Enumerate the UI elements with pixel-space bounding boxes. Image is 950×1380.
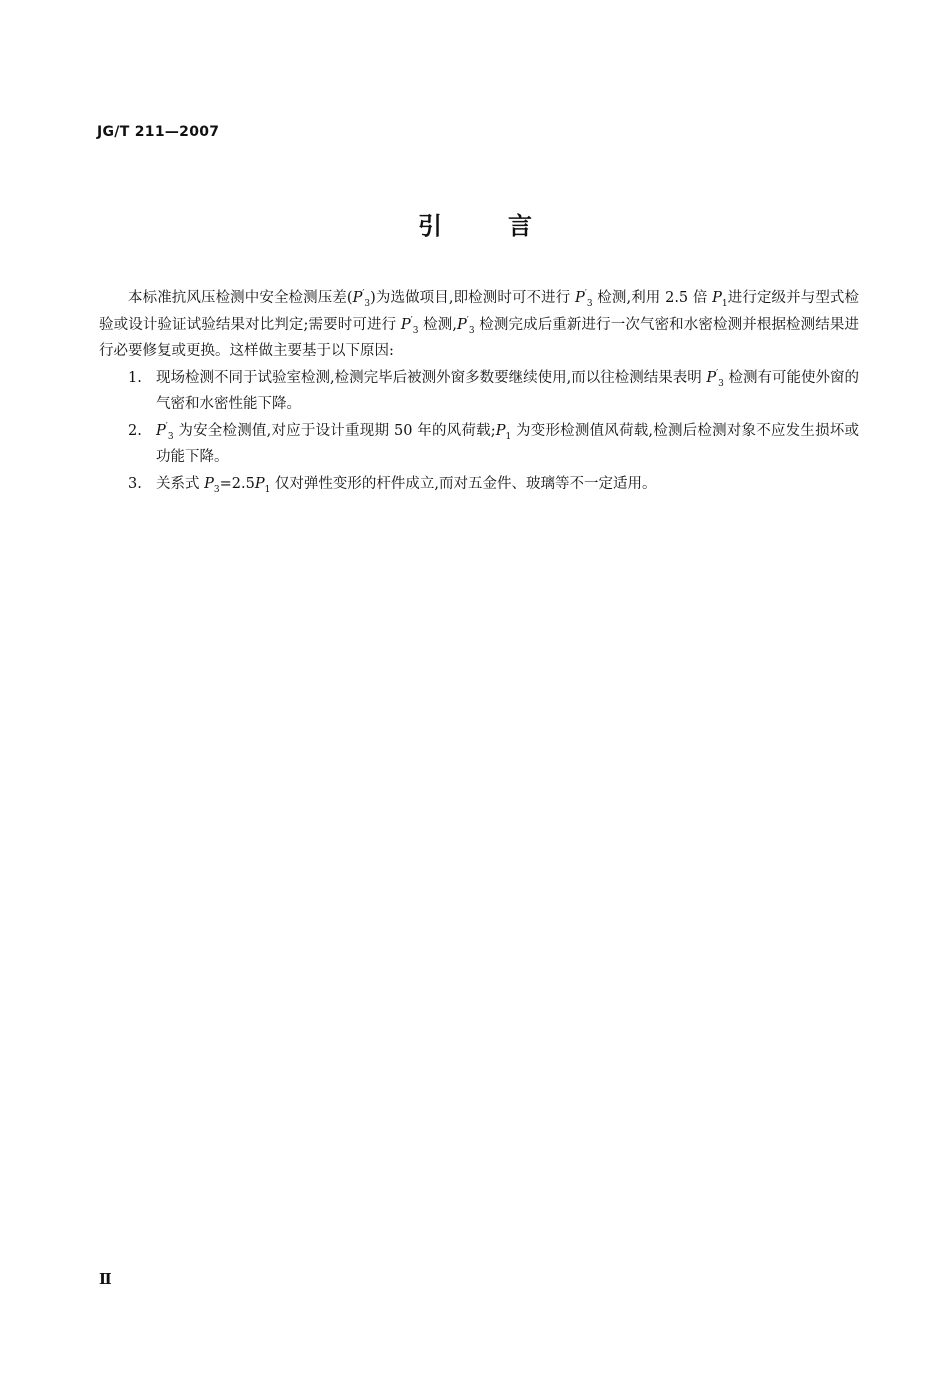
list-item-3	[99, 471, 859, 498]
document-body	[99, 285, 859, 497]
intro-paragraph: 本标准抗风压检测中安全检测压差$(P'_3)$为选做项目,即检测时可不进行 $P'_3$ 检测,利用 2.5 倍 $P_1$进行定级并与型式检验或设计验证试验结果对比判定;需要时可进行 $P'_3$ 检测$,P'_3$ 检测完成后重新进行一次气密和水密检测并根据检测结果进行必要修复或更换。这样做主要基于以下原因:	[99, 289, 860, 359]
list-item-text: 关系式 $P_3=2.5P_1$ 仅对弹性变形的杆件成立,而对五金件、玻璃等不一定适用。	[156, 475, 657, 495]
document-code: JG/T 211—2007	[97, 124, 220, 140]
page-title	[0, 206, 950, 241]
list-item-number: 1.	[128, 369, 142, 386]
title-char-1: 引	[418, 212, 442, 240]
list-item-text: $P'_3$ 为安全检测值,对应于设计重现期 50 年的风荷载$;P_1$ 为变形检测值风荷载,检测后检测对象不应发生损坏或功能下降。	[156, 421, 860, 465]
list-item-number: 2.	[128, 422, 142, 439]
page-number: Ⅱ	[99, 1270, 112, 1288]
list-item-2	[99, 418, 859, 471]
list-item-text: 现场检测不同于试验室检测,检测完毕后被测外窗多数要继续使用,而以往检测结果表明 $P'_3$ 检测有可能使外窗的气密和水密性能下降。	[156, 368, 860, 412]
title-char-2: 言	[508, 212, 532, 240]
list-item-1	[99, 365, 859, 418]
list-item-number: 3.	[128, 475, 142, 492]
